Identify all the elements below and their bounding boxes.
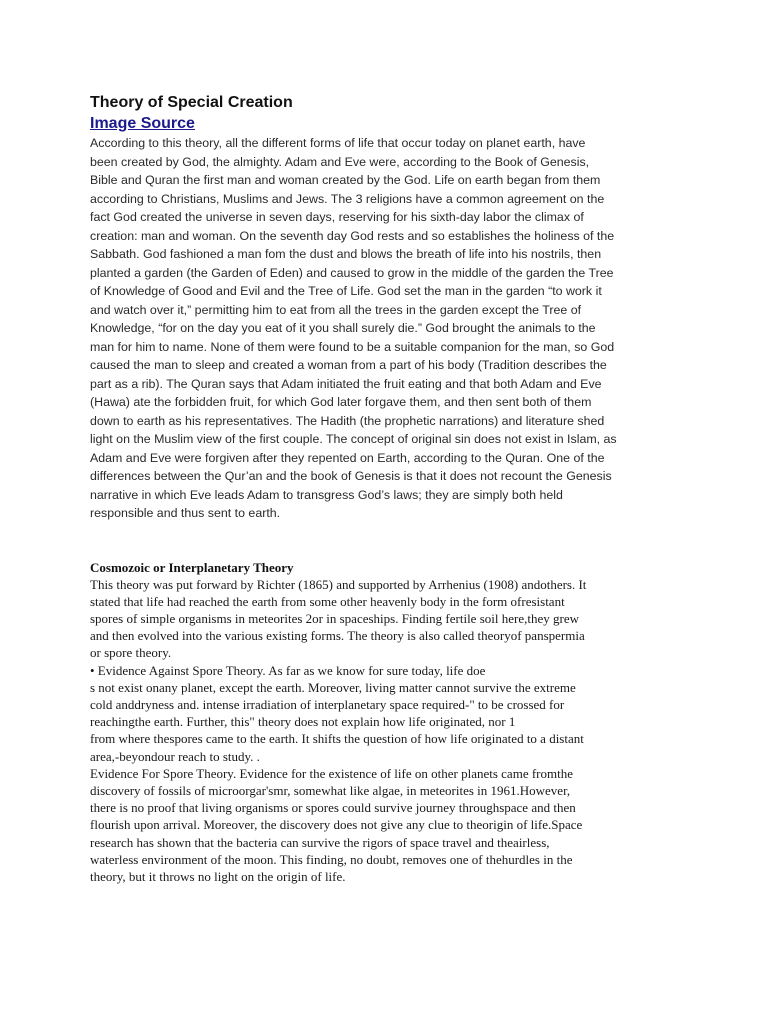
body-text-line: fact God created the universe in seven days, reserving for his sixth-day labor the climax of [90, 210, 584, 224]
body-text-line: of Knowledge of Good and Evil and the Tree of Life. God set the man in the garden “to work it [90, 284, 602, 298]
body-text-line: waterless environment of the moon. This finding, no doubt, removes one of thehurdles in the [90, 851, 573, 867]
body-text-line: narrative in which Eve leads Adam to transgress God’s laws; they are simply both held [90, 487, 563, 502]
body-text-line: area,-beyondour reach to study. . [90, 748, 260, 764]
document-content [90, 92, 690, 885]
body-text-line: Bible and Quran the first man and woman created by the God. Life on earth began from them [90, 173, 601, 187]
body-text-line: and watch over it,” permitting him to eat from all the trees in the garden except the Tree of [90, 302, 582, 317]
body-text-line: Adam and Eve were forgiven after they repented on Earth, according to the Quran. One of the [90, 450, 605, 465]
body-text-line: and then evolved into the various existing forms. The theory is also called theoryof panspermia [90, 628, 585, 644]
body-text-line: research has shown that the bacteria can survive the rigors of space travel and theairless, [90, 834, 550, 850]
body-text-line: flourish upon arrival. Moreover, the discovery does not give any clue to theorigin of life.Space [90, 817, 583, 833]
body-text-line: • Evidence Against Spore Theory. As far as we know for sure today, life doe [90, 662, 486, 678]
body-text-line: differences between the Qur’an and the book of Genesis is that it does not recount the Genesis [90, 469, 612, 483]
body-text-line: theory, but it throws no light on the origin of life. [90, 868, 346, 884]
body-text-line: there is no proof that living organisms or spores could survive journey throughspace and then [90, 800, 576, 816]
body-text-line: s not exist onany planet, except the earth. Moreover, living matter cannot survive the extreme [90, 679, 576, 695]
body-text-line: Evidence For Spore Theory. Evidence for the existence of life on other planets came fromthe [90, 765, 573, 781]
body-text-line: This theory was put forward by Richter (1865) and supported by Arrhenius (1908) andothers. It [90, 576, 587, 592]
body-text-line: or spore theory. [90, 645, 172, 661]
body-text-line: been created by God, the almighty. Adam and Eve were, according to the Book of Genesis, [90, 154, 590, 169]
body-text-line: creation: man and woman. On the seventh day God rests and so establishes the holiness of the [90, 228, 615, 243]
special-creation-paragraph [90, 134, 690, 523]
body-text-line: caused the man to sleep and created a woman from a part of his body (Tradition describes the [90, 358, 607, 372]
section-title-cosmozoic: Cosmozoic or Interplanetary Theory [90, 559, 294, 575]
body-text-line: responsible and thus sent to earth. [90, 506, 281, 520]
body-text-line: planted a garden (the Garden of Eden) and caused to grow in the middle of the garden the Tree [90, 265, 614, 280]
body-text-line: according to Christians, Muslims and Jews. The 3 religions have a common agreement on the [90, 191, 605, 206]
body-text-line: cold anddryness and. intense irradiation of interplanetary space required-" to be crossed for [90, 696, 565, 712]
body-text-line: spores of simple organisms in meteorites 2or in spaceships. Finding fertile soil here,they grew [90, 610, 579, 626]
body-text-line: part as a rib). The Quran says that Adam initiated the fruit eating and that both Adam and Eve [90, 376, 602, 391]
body-text-line: discovery of fossils of microorgar'smr, somewhat like algae, in meteorites in 1961.However, [90, 782, 571, 798]
body-text-line: man for him to name. None of them were found to be a suitable companion for the man, so God [90, 339, 615, 354]
body-text-line: (Hawa) ate the forbidden fruit, for which God later forgave them, and then sent both of them [90, 395, 592, 409]
body-text-line: stated that life had reached the earth from some other heavenly body in the form ofresistant [90, 593, 565, 609]
body-text-line: from where thespores came to the earth. It shifts the question of how life originated to a distant [90, 731, 584, 747]
body-text-line: down to earth as his representatives. The Hadith (the prophetic narrations) and literature shed [90, 413, 605, 428]
image-source-link[interactable]: Image Source [90, 115, 195, 132]
body-text-line: According to this theory, all the different forms of life that occur today on planet earth, have [90, 136, 586, 150]
body-text-line: Knowledge, “for on the day you eat of it you shall surely die.” God brought the animals to the [90, 321, 596, 335]
section-spacer [90, 523, 690, 559]
cosmozoic-paragraph [90, 576, 690, 886]
body-text-line: reachingthe earth. Further, this" theory does not explain how life originated, nor 1 [90, 714, 516, 730]
body-text-line: Sabbath. God fashioned a man fom the dust and blows the breath of life into his nostrils, then [90, 247, 602, 261]
section-title-special-creation: Theory of Special Creation [90, 94, 293, 111]
body-text-line: light on the Muslim view of the first couple. The concept of original sin does not exist in Islam, as [90, 432, 617, 446]
